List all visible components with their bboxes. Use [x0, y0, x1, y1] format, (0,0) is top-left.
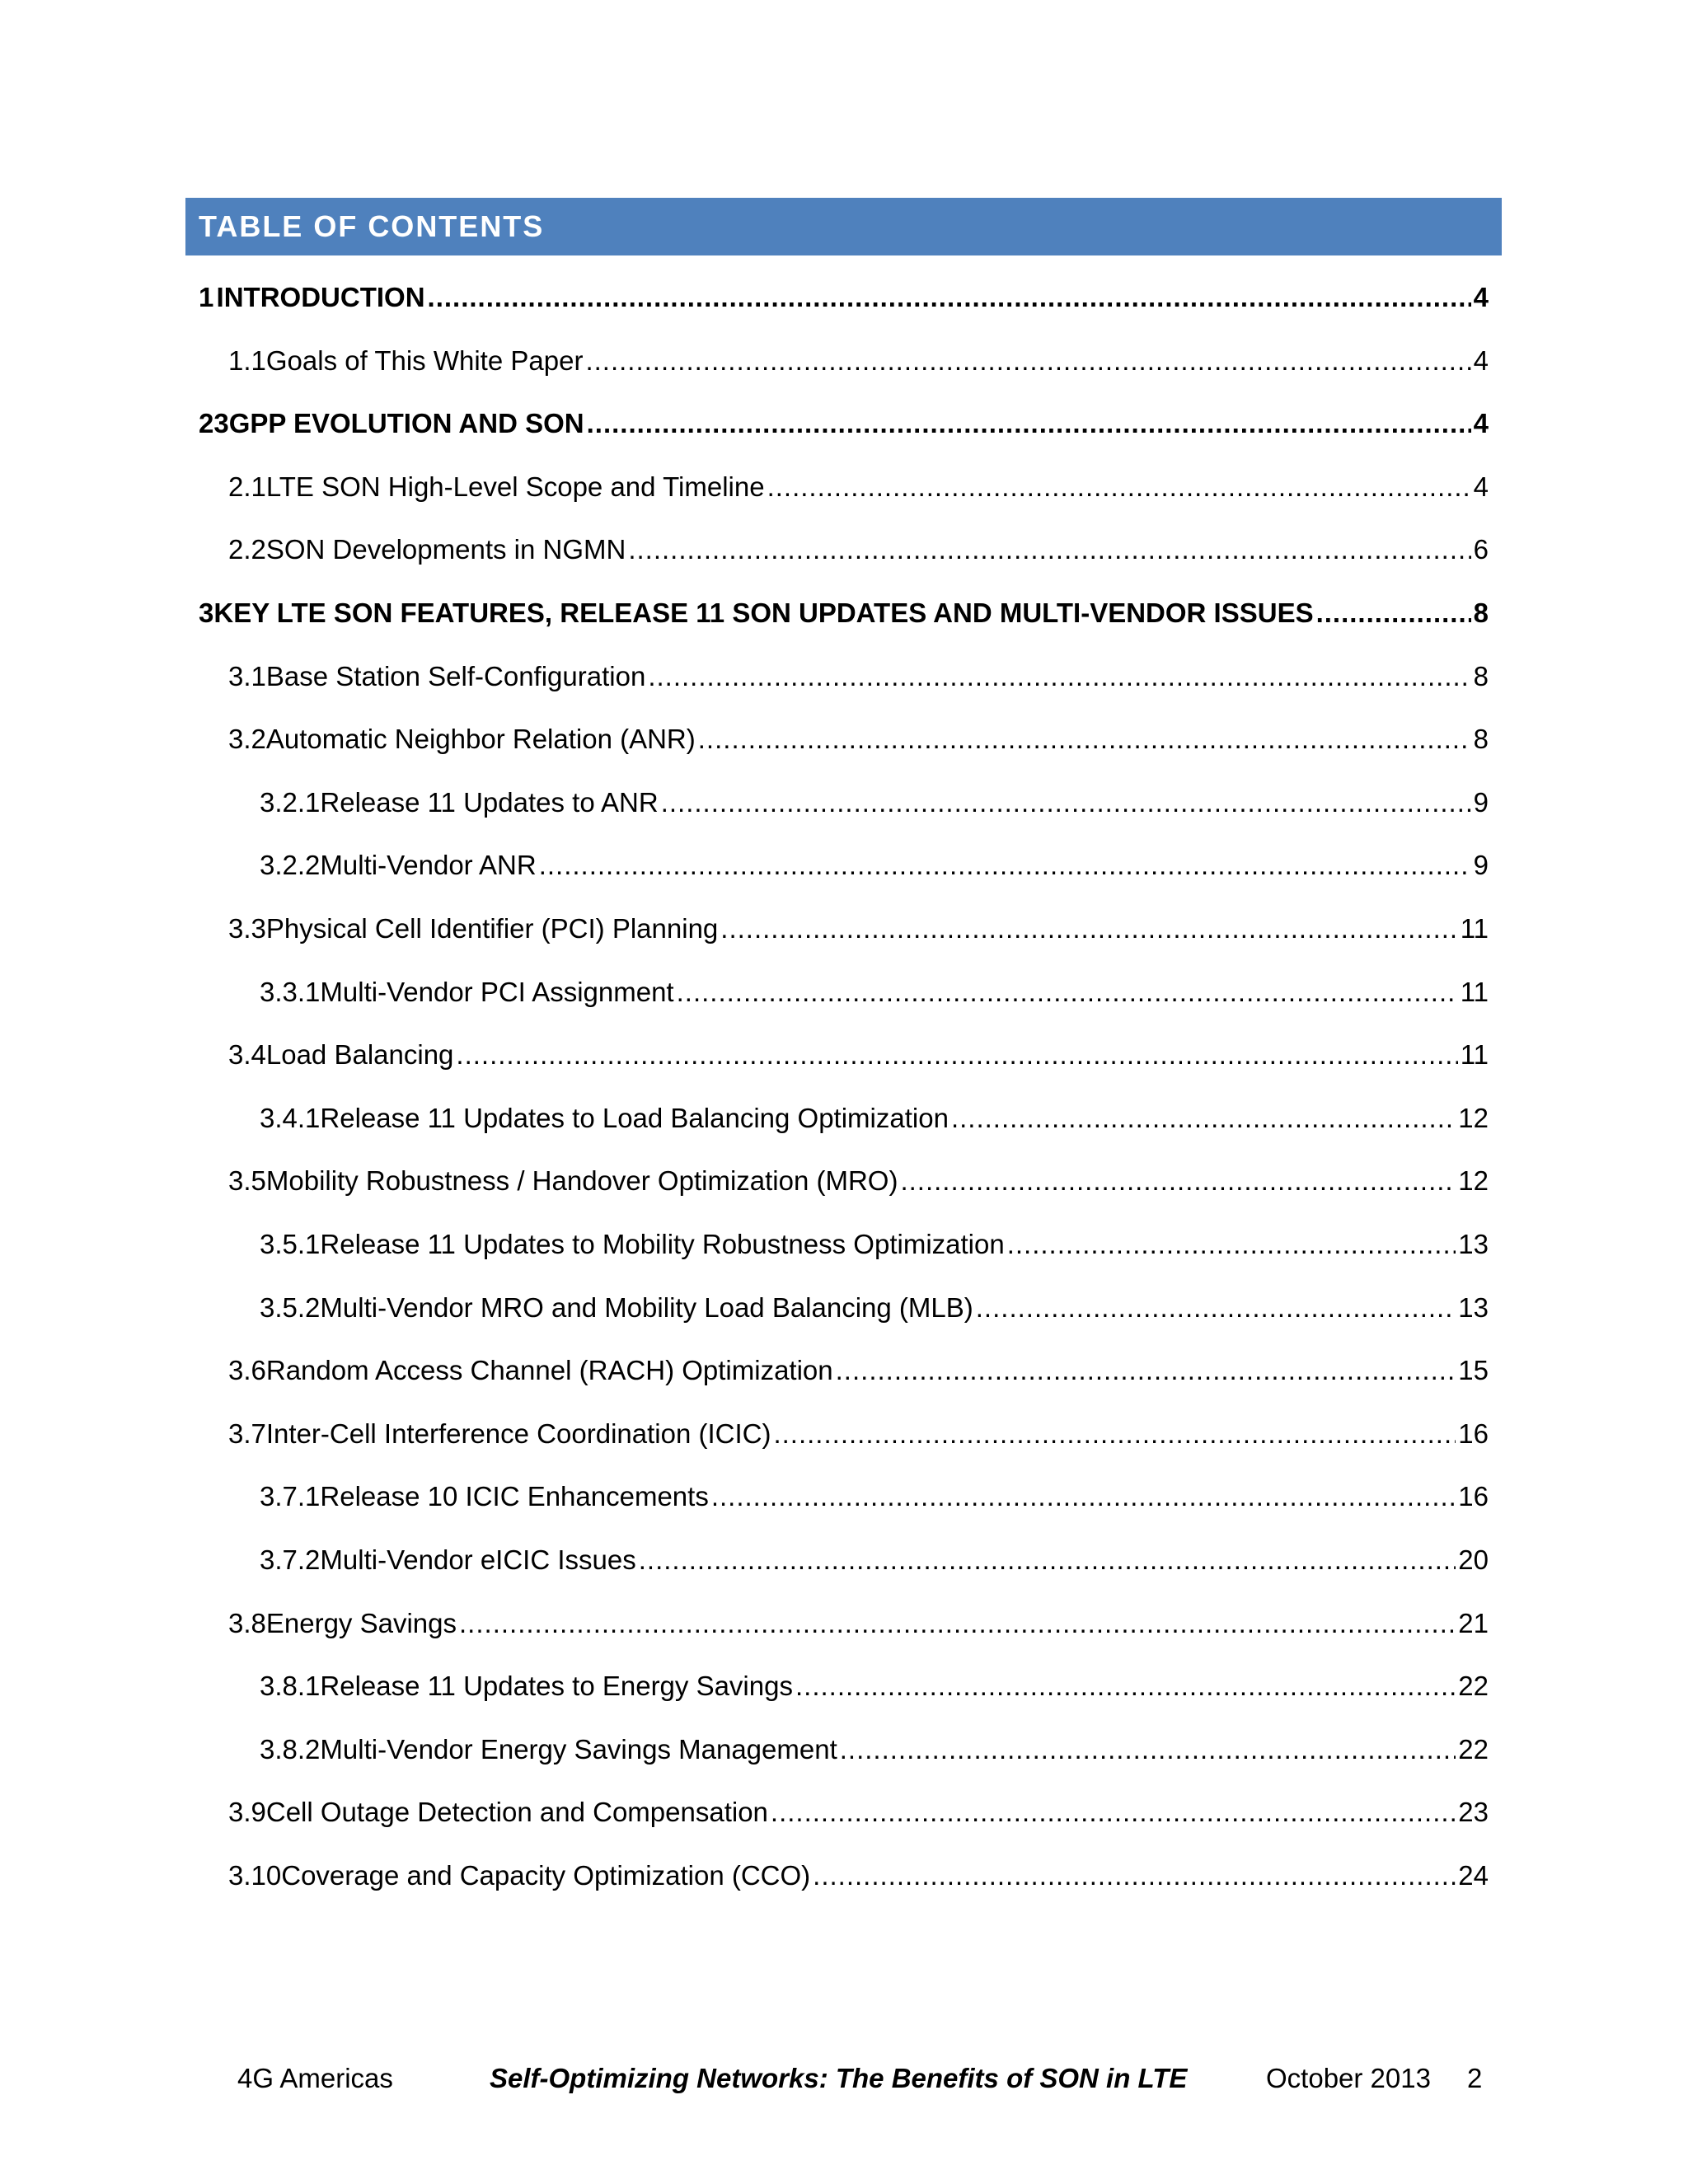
toc-entry-title: Physical Cell Identifier (PCI) Planning	[265, 913, 719, 944]
toc-entry-number: 3.5.1	[260, 1229, 321, 1259]
toc-entry-number: 3	[199, 598, 214, 628]
toc-dot-leader	[767, 471, 1471, 504]
toc-entry-number: 3.6	[228, 1355, 266, 1386]
toc-entry[interactable]	[260, 1291, 1489, 1324]
toc-dot-leader	[677, 976, 1458, 1009]
toc-heading-text: TABLE OF CONTENTS	[199, 209, 545, 243]
toc-dot-leader	[628, 533, 1470, 566]
toc-dot-leader	[1007, 1228, 1456, 1261]
toc-entry[interactable]	[228, 1607, 1489, 1640]
toc-entry-title: Base Station Self-Configuration	[265, 660, 646, 691]
toc-entry-title: Release 11 Updates to Energy Savings	[320, 1671, 793, 1702]
toc-entry[interactable]	[260, 1228, 1489, 1261]
toc-entry-title: Multi-Vendor eICIC Issues	[320, 1544, 636, 1575]
toc-entry-title: SON Developments in NGMN	[265, 534, 626, 565]
toc-dot-leader	[795, 1670, 1456, 1703]
toc-entry-title: Multi-Vendor MRO and Mobility Load Balancing (MLB)	[320, 1291, 973, 1323]
toc-entry-title: Load Balancing	[265, 1039, 454, 1071]
toc-dot-leader	[836, 1354, 1456, 1387]
toc-entry[interactable]	[228, 1796, 1489, 1829]
toc-entry-page: 8	[1473, 724, 1489, 755]
toc-dot-leader	[587, 407, 1471, 440]
toc-entry-title: Multi-Vendor ANR	[320, 850, 537, 881]
toc-entry-number: 3.10	[228, 1860, 282, 1891]
toc-entry-title: Random Access Channel (RACH) Optimization	[265, 1355, 833, 1386]
toc-entry-page: 4	[1473, 344, 1489, 376]
toc-entry-title: Multi-Vendor PCI Assignment	[320, 976, 674, 1007]
toc-entry[interactable]	[228, 1418, 1489, 1451]
toc-dot-leader	[639, 1544, 1456, 1577]
toc-entry-page: 13	[1458, 1291, 1489, 1323]
toc-entry-page: 12	[1458, 1165, 1489, 1197]
toc-entry-page: 9	[1473, 786, 1489, 818]
toc-entry-page: 22	[1458, 1733, 1489, 1765]
toc-entry-title: Release 11 Updates to Load Balancing Optimization	[320, 1102, 949, 1133]
toc-dot-leader	[951, 1102, 1456, 1135]
toc-dot-leader	[456, 1038, 1457, 1071]
toc-entry-page: 4	[1473, 408, 1489, 439]
toc-entry[interactable]	[260, 1670, 1489, 1703]
toc-entry-page: 8	[1473, 598, 1489, 628]
toc-dot-leader	[773, 1418, 1456, 1451]
footer-document-title: Self-Optimizing Networks: The Benefits of SON in LTE	[490, 2063, 1188, 2093]
toc-entry-page: 24	[1458, 1860, 1489, 1891]
toc-entry-number: 3.2	[228, 724, 266, 755]
toc-entry-number: 2.2	[228, 534, 266, 565]
toc-entry-number: 3.3.1	[260, 976, 321, 1007]
toc-entry-title: Release 11 Updates to Mobility Robustness Optimization	[320, 1229, 1005, 1259]
toc-entry[interactable]	[260, 1733, 1489, 1766]
toc-entry-title: Cell Outage Detection and Compensation	[265, 1797, 768, 1828]
toc-entry[interactable]	[228, 723, 1489, 756]
toc-entry[interactable]	[228, 1859, 1489, 1892]
toc-entry-number: 1.1	[228, 344, 266, 376]
toc-entry-page: 11	[1460, 1039, 1489, 1071]
toc-entry-title: KEY LTE SON FEATURES, RELEASE 11 SON UPDATES AND MULTI-VENDOR ISSUES	[213, 598, 1314, 628]
toc-entry-number: 3.5	[228, 1165, 266, 1197]
footer-page-number: 2	[1467, 2063, 1483, 2093]
toc-entry-number: 3.7.2	[260, 1544, 321, 1575]
toc-entry[interactable]	[260, 976, 1489, 1009]
toc-entry-title: Coverage and Capacity Optimization (CCO)	[281, 1860, 811, 1891]
toc-entry-number: 3.3	[228, 913, 266, 944]
toc-entry[interactable]	[260, 1480, 1489, 1513]
toc-entry-title: Release 10 ICIC Enhancements	[320, 1481, 709, 1512]
toc-dot-leader	[539, 849, 1471, 882]
toc-entry-page: 21	[1458, 1607, 1489, 1638]
toc-entry-page: 23	[1458, 1797, 1489, 1828]
footer-organization: 4G Americas	[237, 2063, 393, 2093]
toc-entry-number: 2.1	[228, 471, 266, 502]
toc-dot-leader	[585, 344, 1470, 377]
toc-entry[interactable]	[228, 912, 1489, 945]
toc-entry-number: 3.4.1	[260, 1102, 321, 1133]
toc-dot-leader	[771, 1796, 1456, 1829]
footer-date: October 2013	[1266, 2063, 1431, 2093]
toc-entry[interactable]	[228, 660, 1489, 693]
toc-entry[interactable]	[228, 1038, 1489, 1071]
toc-entry[interactable]	[260, 1102, 1489, 1135]
toc-entry-number: 3.8	[228, 1607, 266, 1638]
toc-entry-page: 11	[1460, 913, 1489, 944]
toc-entry-title: 3GPP EVOLUTION AND SON	[213, 408, 584, 439]
toc-entry-number: 3.5.2	[260, 1291, 321, 1323]
toc-entry[interactable]	[228, 344, 1489, 377]
toc-entry-title: INTRODUCTION	[216, 282, 425, 312]
toc-dot-leader	[711, 1480, 1456, 1513]
toc-dot-leader	[428, 281, 1471, 314]
toc-entry-number: 3.9	[228, 1797, 266, 1828]
toc-entry-number: 3.7.1	[260, 1481, 321, 1512]
toc-entry-page: 13	[1458, 1229, 1489, 1259]
toc-dot-leader	[459, 1607, 1456, 1640]
toc-entry-number: 3.8.1	[260, 1671, 321, 1702]
toc-entry[interactable]	[228, 533, 1489, 566]
toc-entry-number: 3.2.1	[260, 786, 321, 818]
toc-entry[interactable]	[228, 1165, 1489, 1197]
toc-entry-title: Goals of This White Paper	[265, 344, 584, 376]
toc-dot-leader	[976, 1291, 1456, 1324]
toc-entry-number: 3.4	[228, 1039, 266, 1071]
toc-entry[interactable]	[260, 786, 1489, 819]
toc-entry-title: Multi-Vendor Energy Savings Management	[320, 1733, 837, 1765]
toc-entry-page: 8	[1473, 660, 1489, 691]
toc-entry[interactable]	[228, 471, 1489, 504]
toc-dot-leader	[648, 660, 1470, 693]
toc-entry[interactable]	[260, 1544, 1489, 1577]
toc-entry[interactable]	[260, 849, 1489, 882]
toc-entry[interactable]	[228, 1354, 1489, 1387]
toc-dot-leader	[840, 1733, 1456, 1766]
toc-entry-title: Energy Savings	[265, 1607, 457, 1638]
toc-entry[interactable]	[199, 597, 1489, 630]
toc-entry-page: 16	[1458, 1418, 1489, 1449]
toc-dot-leader	[1316, 597, 1471, 630]
toc-entry-title: Release 11 Updates to ANR	[320, 786, 659, 818]
toc-dot-leader	[900, 1165, 1456, 1197]
toc-entry-page: 6	[1473, 534, 1489, 565]
toc-entry-number: 3.1	[228, 660, 266, 691]
toc-entry-number: 2	[199, 408, 214, 439]
toc-entry-title: LTE SON High-Level Scope and Timeline	[265, 471, 765, 502]
toc-dot-leader	[661, 786, 1471, 819]
toc-entry-title: Mobility Robustness / Handover Optimization (MRO)	[265, 1165, 898, 1197]
toc-entry-page: 4	[1473, 282, 1489, 312]
toc-entry-page: 4	[1473, 471, 1489, 502]
toc-dot-leader	[813, 1859, 1456, 1892]
toc-heading	[185, 198, 1502, 255]
toc-entry-number: 3.8.2	[260, 1733, 321, 1765]
toc-dot-leader	[698, 723, 1471, 756]
toc-entry-page: 16	[1458, 1481, 1489, 1512]
toc-entry-number: 1	[199, 282, 214, 312]
toc-entry-page: 22	[1458, 1671, 1489, 1702]
toc-entry[interactable]	[199, 407, 1489, 440]
toc-entry-page: 20	[1458, 1544, 1489, 1575]
toc-entry-number: 3.7	[228, 1418, 266, 1449]
toc-entry-page: 12	[1458, 1102, 1489, 1133]
toc-entry-page: 9	[1473, 850, 1489, 881]
toc-entry-page: 11	[1460, 976, 1489, 1007]
toc-dot-leader	[720, 912, 1457, 945]
toc-entry-title: Automatic Neighbor Relation (ANR)	[265, 724, 696, 755]
toc-entry-title: Inter-Cell Interference Coordination (ICIC)	[265, 1418, 771, 1449]
toc-entry-number: 3.2.2	[260, 850, 321, 881]
toc-entry[interactable]	[199, 281, 1489, 314]
toc-entry-page: 15	[1458, 1355, 1489, 1386]
